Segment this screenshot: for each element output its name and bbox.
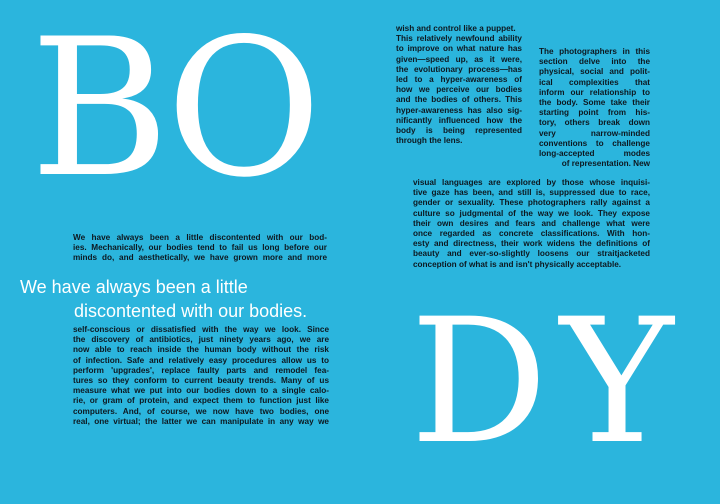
pull-quote-line: discontented with our bodies. [74, 301, 308, 321]
text-line: gender or sexuality. These photographers rally against a [413, 198, 650, 208]
text-line: self-conscious or dissatisfied with the way we look. Since [73, 325, 329, 334]
text-line: given—speed up, as it were, [396, 54, 522, 64]
text-line: to improve on what nature has [396, 44, 522, 54]
text-line: ical complexities that [539, 77, 650, 87]
text-line: perform 'upgrades', replace faulty parts and remodel fea- [73, 365, 329, 375]
title-letter-b: B [30, 0, 170, 219]
text-line: led to a hyper-awareness of [396, 75, 522, 85]
text-line: of infection. Safe and relatively easy procedures allow us to [73, 355, 329, 365]
text-line: the evolutionary process—has [396, 64, 522, 74]
pull-quote [20, 275, 340, 323]
text-line: conception of what is and isn't physically acceptable. [413, 259, 622, 269]
title-letter-y: Y [560, 281, 674, 482]
text-line: the body. Some take their [539, 98, 650, 108]
text-line: nificantly influenced how the [396, 115, 522, 125]
text-line: conventions to challenge [539, 138, 650, 148]
text-line: body is being represented [396, 126, 522, 136]
text-line: wish and control like a puppet. [396, 24, 516, 33]
text-line: of representation. New [561, 159, 650, 169]
title-letter-d: D [410, 281, 548, 482]
text-line: real, one virtual; the latter we can manipulate in any way we [73, 416, 329, 426]
text-line: This relatively newfound ability [396, 34, 522, 44]
text-line: inform our relationship to [539, 87, 650, 97]
main-paragraph [73, 325, 329, 427]
text-line: beauty and ever-so-slightly loosens our straitjacketed [413, 249, 650, 259]
text-line: section delve into the [539, 57, 650, 67]
text-line: The photographers in this [539, 47, 650, 56]
right-column-one [396, 24, 522, 146]
intro-paragraph [73, 233, 327, 264]
text-line: tive gaze has been, and still is, suppressed due to race, [413, 188, 650, 198]
text-line: how we perceive our bodies [396, 85, 522, 95]
text-line: esty and directness, their work widens the definitions of [413, 239, 650, 249]
text-line: ies. Mechanically, our bodies tend to fail us long before our [73, 243, 327, 253]
text-line: culture so judgmental of the way we look. They expose [413, 208, 650, 218]
text-line: visual languages are explored by those whose inquisi- [413, 178, 650, 187]
text-line: rie, or gram of protein, and expect them to function just like [73, 396, 329, 406]
text-line: tures so they conform to current beauty trends. Many of us [73, 376, 329, 386]
text-line: and the bodies of others. This [396, 95, 522, 105]
text-line: through the lens. [396, 136, 463, 146]
text-line: minds do, and aesthetically, we have grown more and more [73, 253, 327, 263]
text-line: tory, others break down [539, 118, 650, 128]
text-line: their own desires and fears and challenge what were [413, 218, 650, 228]
text-line: We have always been a little discontented with our bod- [73, 233, 327, 242]
text-line: very narrow-minded [539, 128, 650, 138]
pull-quote-line: We have always been a little [20, 277, 248, 297]
right-column-two [539, 47, 650, 169]
title-letter-o: O [166, 0, 322, 219]
text-line: starting point from his- [539, 108, 650, 118]
text-line: computers. And, of course, we now have two bodies, one [73, 406, 329, 416]
text-line: the discovery of antibiotics, just ninety years ago, we are [73, 335, 329, 345]
text-line: hyper-awareness has also sig- [396, 105, 522, 115]
text-line: once regarded as concrete classifications. With hon- [413, 229, 650, 239]
text-line: measure what we put into our bodies down to a single calo- [73, 386, 329, 396]
text-line: long-accepted modes [539, 149, 650, 159]
text-line: physical, social and polit- [539, 67, 650, 77]
right-wide-paragraph [413, 178, 650, 270]
text-line: now able to reach inside the human body without the risk [73, 345, 329, 355]
